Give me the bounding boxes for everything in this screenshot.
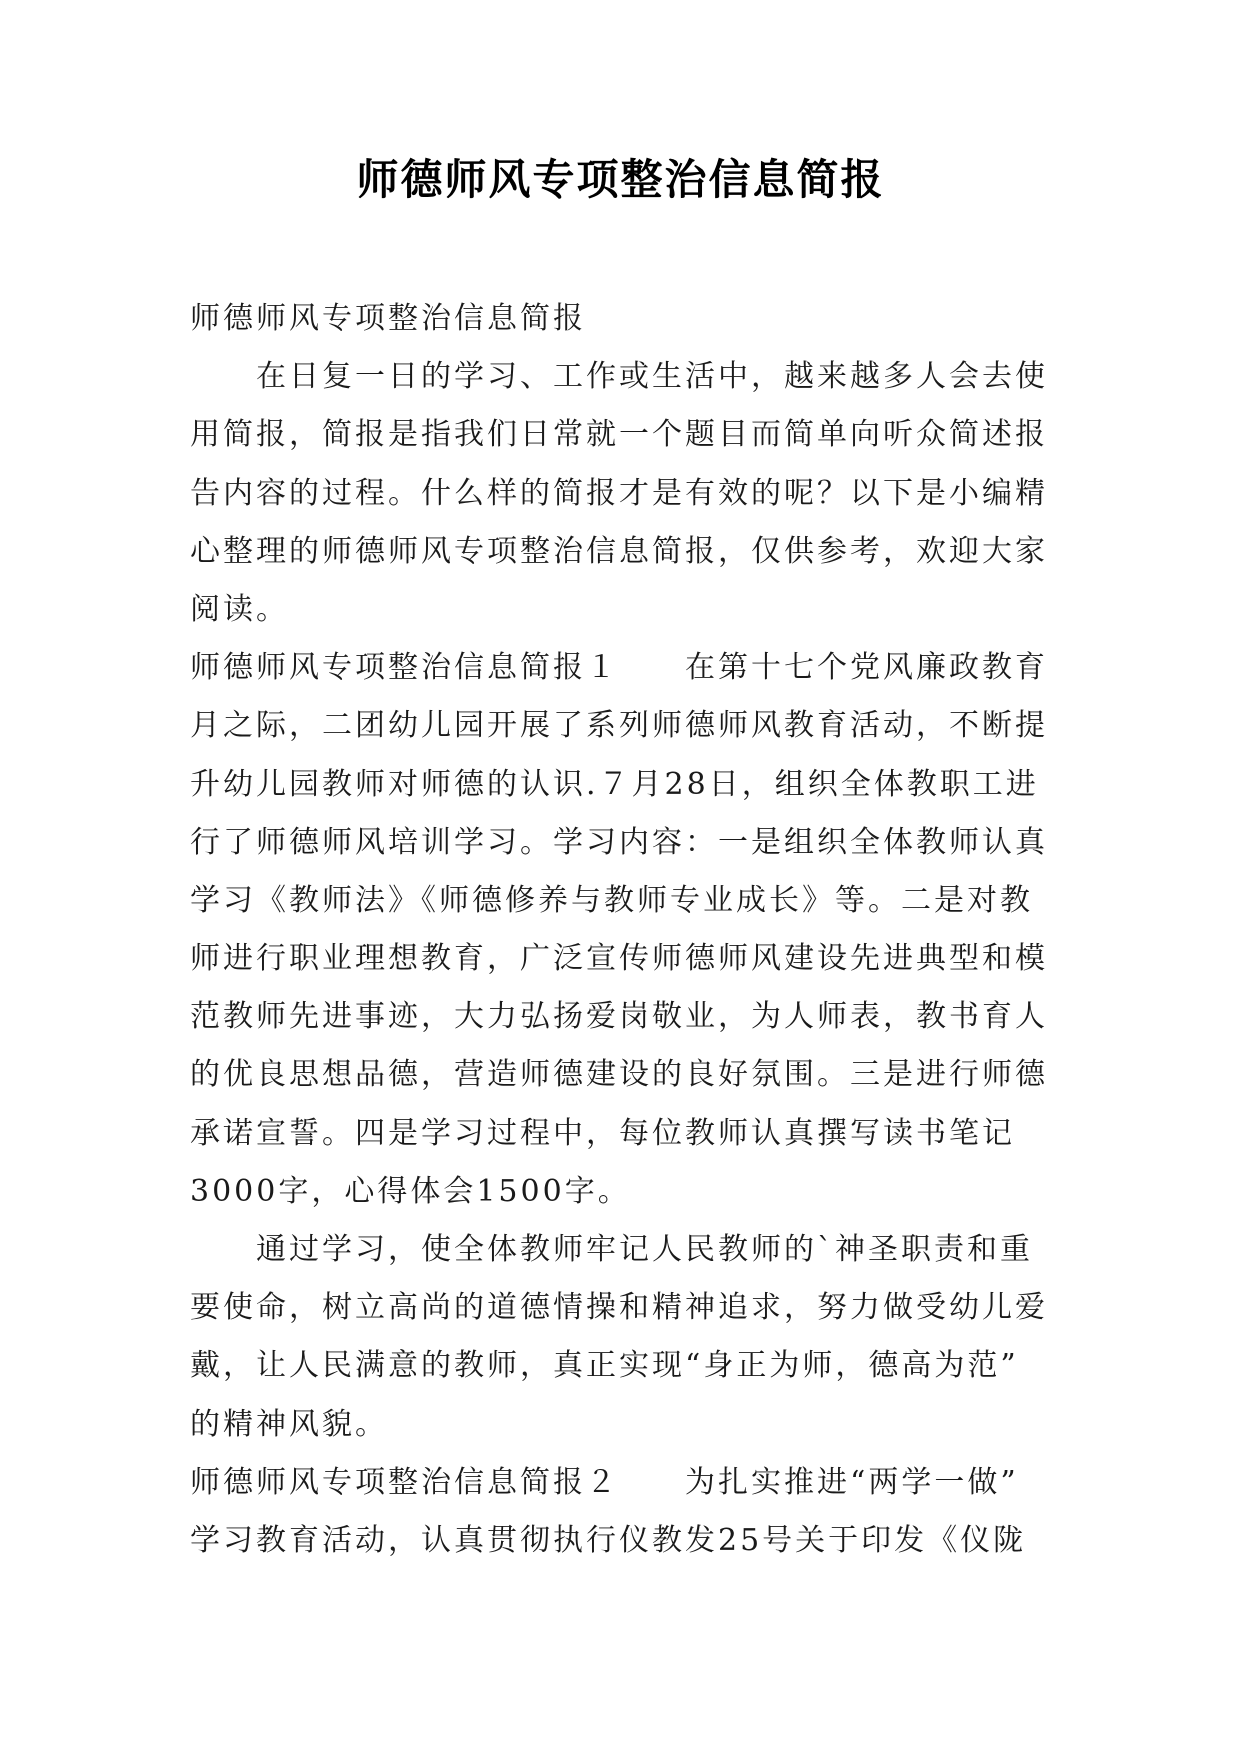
text-line: 阅读。 [190,591,289,627]
text-line: 3000字，心得体会1500字。 [190,1173,631,1209]
document-title: 师德师风专项整治信息简报 [356,155,885,204]
text-line: 的精神风貌。 [190,1406,388,1442]
text-line: 师德师风专项整治信息简报１ 在第十七个党风廉政教育 [190,650,1048,686]
text-line: 心整理的师德师风专项整治信息简报，仅供参考，欢迎大家 [190,533,1048,569]
text-line: 承诺宣誓。四是学习过程中，每位教师认真撰写读书笔记 [190,1115,1015,1151]
text-line: 告内容的过程。什么样的简报才是有效的呢？以下是小编精 [190,475,1048,511]
text-line: 学习《教师法》《师德修养与教师专业成长》等。二是对教 [190,882,1033,918]
text-line: 月之际，二团幼儿园开展了系列师德师风教育活动，不断提 [190,708,1048,744]
text-line: 通过学习，使全体教师牢记人民教师的`神圣职责和重 [190,1232,1033,1267]
text-line: 升幼儿园教师对师德的认识.７月28日，组织全体教职工进 [190,766,1039,802]
document-body [190,290,1070,1570]
text-line: 要使命，树立高尚的道德情操和精神追求，努力做受幼儿爱 [190,1290,1048,1326]
text-line: 戴，让人民满意的教师，真正实现“身正为师，德高为范” [190,1348,1019,1384]
text-line: 学习教育活动，认真贯彻执行仪教发25号关于印发《仪陇 [190,1522,1027,1558]
text-line: 用简报，简报是指我们日常就一个题目而简单向听众简述报 [190,417,1048,453]
text-line: 师德师风专项整治信息简报２ 为扎实推进“两学一做” [190,1464,1019,1500]
text-line: 师进行职业理想教育，广泛宣传师德师风建设先进典型和模 [190,941,1048,977]
text-line: 在日复一日的学习、工作或生活中，越来越多人会去使 [190,359,1048,395]
text-line: 的优良思想品德，营造师德建设的良好氛围。三是进行师德 [190,1057,1048,1093]
text-line: 师德师风专项整治信息简报 [190,301,586,336]
text-line: 行了师德师风培训学习。学习内容：一是组织全体教师认真 [190,824,1048,860]
text-line: 范教师先进事迹，大力弘扬爱岗敬业，为人师表，教书育人 [190,999,1048,1035]
